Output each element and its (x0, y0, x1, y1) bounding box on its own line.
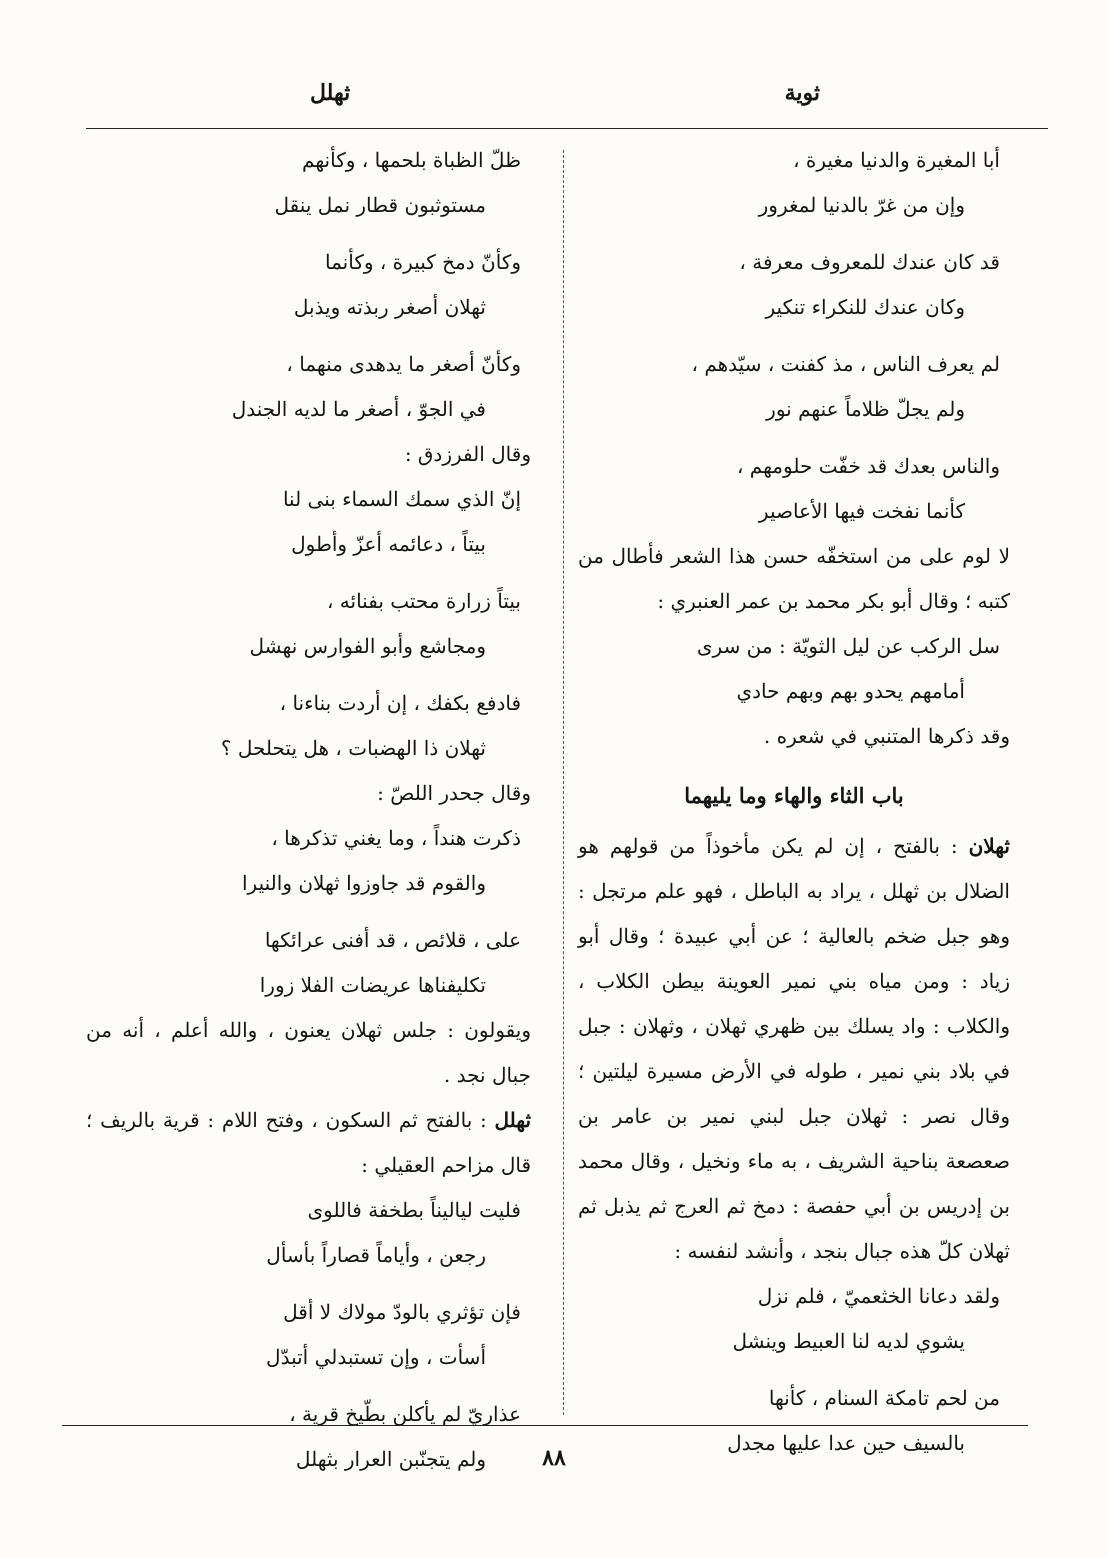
verse-line: في الجوّ ، أصغر ما لديه الجندل (231, 397, 486, 421)
entry-text: : بالفتح ، إن لم يكن مأخوذاً من قولهم هو الضلال بن ثهلل ، يراد به الباطل ، فهو علم مرتجل : وهو جبل ضخم بالعالية ؛ عن أبي عبيدة ؛ وقال أبو زياد : ومن مياه بني نمير العوينة بيطن الكلاب ، والكلاب : واد يسلك بين ظهري ثهلان ، وثهلان : جبل في بلاد بني نمير ، طوله في الأرض مسيرة ليلتين ؛ وقال نصر : ثهلان جبل لبني نمير بن عامر بن صعصعة بناحية الشريف ، به ماء ونخيل ، وقال محمد بن إدريس بن أبي حفصة : دمخ ثم العرج ثم يذبل ثم ثهلان كلّ هذه جبال بنجد ، وأنشد لنفسه : (578, 834, 1010, 1263)
verse-line: على ، قلائص ، قد أفنى عرائكها (264, 928, 521, 952)
verse-line: فليت لياليناً بطخفة فاللوى (307, 1198, 521, 1222)
entry-headword: ثهلان (968, 834, 1010, 858)
top-rule (86, 128, 1048, 129)
verse (578, 624, 1010, 714)
verse (578, 444, 1010, 534)
verse-line: ثهلان ذا الهضبات ، هل يتحلحل ؟ (220, 736, 486, 760)
verse (86, 1290, 531, 1380)
verse-line: بيتاً ، دعائمه أعزّ وأطول (291, 532, 486, 556)
verse-line: ثهلان أصغر ربذته ويذبل (293, 295, 486, 319)
verse-line: ومجاشع وأبو الفوارس نهشل (249, 634, 486, 658)
verse-line: والناس بعدك قد خفّت حلومهم ، (736, 454, 1000, 478)
verse (86, 918, 531, 1008)
verse-line: وكان عندك للنكراء تنكير (765, 295, 965, 319)
verse-line: قد كان عندك للمعروف معرفة ، (739, 250, 1000, 274)
prose-paragraph: وقال جحدر اللصّ : (377, 781, 531, 805)
verse-line: تكليفناها عريضات الفلا زورا (259, 973, 486, 997)
verse (86, 816, 531, 906)
prose-paragraph: وقد ذكرها المتنبي في شعره . (763, 724, 1010, 748)
verse-line: إنّ الذي سمك السماء بنى لنا (282, 487, 521, 511)
verse-line: يشوي لديه لنا العبيط وينشل (732, 1329, 965, 1353)
verse (86, 579, 531, 669)
page-number: ٨٨ (542, 1445, 566, 1471)
entry-paragraph (578, 824, 1010, 1274)
verse (86, 342, 531, 432)
verse-line: من لحم تامكة السنام ، كأنها (768, 1386, 1000, 1410)
prose-paragraph: ويقولون : جلس ثهلان يعنون ، والله أعلم ، أنه من جبال نجد . (86, 1018, 531, 1087)
verse (86, 477, 531, 567)
verse-line: فادفع بكفك ، إن أردت بناءنا ، (279, 691, 521, 715)
entry-headword: ثهلل (494, 1108, 532, 1132)
header-right-title: ثوية (784, 80, 820, 106)
verse-line: وكأنّ أصغر ما يدهدى منهما ، (286, 352, 521, 376)
verse-line: رجعن ، وأياماً قصاراً بأسأل (266, 1243, 486, 1267)
entry-text: : بالفتح ثم السكون ، وفتح اللام : قرية بالريف ؛ قال مزاحم العقيلي : (86, 1108, 531, 1177)
verse (86, 681, 531, 771)
prose-paragraph: لا لوم على من استخفّه حسن هذا الشعر فأطال من كتبه ؛ وقال أبو بكر محمد بن عمر العنبري : (578, 544, 1010, 613)
verse-line: كأنما نفخت فيها الأعاصير (758, 499, 965, 523)
verse-line: ولم يجلّ ظلاماً عنهم نور (766, 397, 965, 421)
verse-line: أبا المغيرة والدنيا مغيرة ، (793, 148, 1000, 172)
verse-line: فإن تؤثري بالودّ مولاك لا أقل (283, 1300, 521, 1324)
bottom-rule (62, 1425, 1028, 1426)
verse-line: عذاريّ لم يأكلن بطّيخ قرية ، (289, 1402, 521, 1426)
verse-line: ولم يتجنّبن العرار بثهلل (295, 1447, 486, 1471)
verse-line: ظلّ الظباة بلحمها ، وكأنهم (302, 148, 521, 172)
verse (578, 1274, 1010, 1364)
verse-line: وإن من غرّ بالدنيا لمغرور (758, 193, 965, 217)
verse-line: لم يعرف الناس ، مذ كفنت ، سيّدهم ، (691, 352, 1000, 376)
verse-line: بالسيف حين عدا عليها مجدل (727, 1431, 965, 1455)
section-title: باب الثاء والهاء وما يليهما (684, 783, 904, 808)
verse-line: بيتاً زرارة محتب بفنائه ، (326, 589, 521, 613)
verse-line: ولقد دعانا الخثعميّ ، فلم نزل (757, 1284, 1000, 1308)
verse-line: أمامهم يحدو بهم وبهم حادي (736, 679, 965, 703)
column-divider (563, 150, 564, 1415)
verse (86, 138, 531, 228)
verse-line: أسأت ، وإن تستبدلي أتبدّل (266, 1345, 486, 1369)
verse (86, 1188, 531, 1278)
entry-paragraph (86, 1098, 531, 1188)
prose-paragraph: وقال الفرزدق : (404, 442, 531, 466)
verse-line: والقوم قد جاوزوا ثهلان والنيرا (242, 871, 486, 895)
verse (578, 342, 1010, 432)
verse (578, 240, 1010, 330)
header-left-title: ثهلل (310, 80, 351, 106)
right-column (578, 138, 1010, 1466)
verse-line: وكأنّ دمخ كبيرة ، وكأنما (325, 250, 521, 274)
verse-line: ذكرت هنداً ، وما يغني تذكرها ، (271, 826, 521, 850)
verse-line: مستوثبون قطار نمل ينقل (274, 193, 486, 217)
verse-line: سل الركب عن ليل الثويّة : من سرى (696, 634, 1000, 658)
verse (86, 240, 531, 330)
verse (578, 138, 1010, 228)
left-column (86, 138, 531, 1482)
